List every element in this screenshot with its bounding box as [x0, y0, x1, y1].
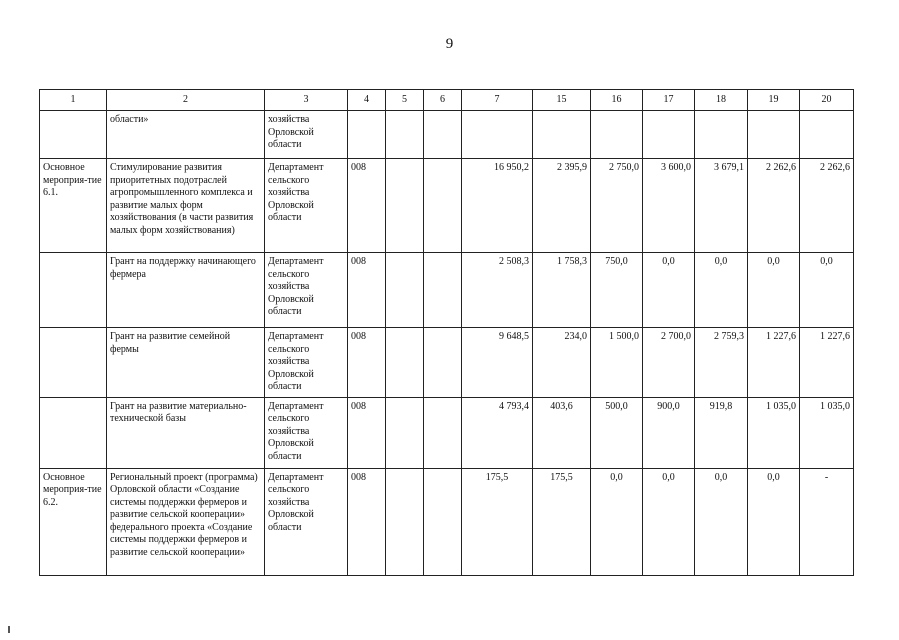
executor-cell: Департамент сельского хозяйства Орловской области	[265, 253, 348, 328]
page-number: 9	[445, 36, 454, 52]
table-row	[40, 328, 854, 398]
code-cell: 008	[348, 328, 386, 398]
name-cell: области»	[107, 111, 265, 159]
header-cell: 4	[348, 90, 386, 111]
measure-cell: Основное мероприя-тие 6.2.	[40, 468, 107, 575]
value-cell: 0,0	[591, 468, 643, 575]
header-row	[40, 90, 854, 111]
header-cell: 16	[591, 90, 643, 111]
value-cell: 2 262,6	[800, 159, 854, 253]
header-cell: 19	[748, 90, 800, 111]
table-row	[40, 468, 854, 575]
header-cell: 20	[800, 90, 854, 111]
value-cell: -	[800, 468, 854, 575]
value-cell: 1 035,0	[748, 397, 800, 468]
empty-cell	[424, 159, 462, 253]
value-cell: 0,0	[748, 253, 800, 328]
value-cell: 0,0	[695, 468, 748, 575]
value-cell: 2 700,0	[643, 328, 695, 398]
header-cell: 18	[695, 90, 748, 111]
header-cell: 15	[533, 90, 591, 111]
value-cell: 403,6	[533, 397, 591, 468]
empty-cell	[386, 253, 424, 328]
empty-cell	[424, 468, 462, 575]
header-cell: 7	[462, 90, 533, 111]
table-row	[40, 159, 854, 253]
header-cell: 2	[107, 90, 265, 111]
name-cell: Грант на развитие материально-технической базы	[107, 397, 265, 468]
value-cell: 175,5	[533, 468, 591, 575]
header-cell: 17	[643, 90, 695, 111]
empty-cell	[424, 111, 462, 159]
value-cell	[748, 111, 800, 159]
code-cell: 008	[348, 253, 386, 328]
name-cell: Региональный проект (программа) Орловской области «Создание системы поддержки фермеров и развитие сельской кооперации» федерального проекта «Создание системы поддержки фермеров и развитие сельской кооперации»	[107, 468, 265, 575]
value-cell: 0,0	[695, 253, 748, 328]
name-cell: Грант на поддержку начинающего фермера	[107, 253, 265, 328]
executor-cell: Департамент сельского хозяйства Орловской области	[265, 397, 348, 468]
value-cell: 750,0	[591, 253, 643, 328]
header-cell: 1	[40, 90, 107, 111]
value-cell	[643, 111, 695, 159]
value-cell: 1 227,6	[800, 328, 854, 398]
name-cell: Грант на развитие семейной фермы	[107, 328, 265, 398]
executor-cell: хозяйства Орловской области	[265, 111, 348, 159]
value-cell: 2 262,6	[748, 159, 800, 253]
empty-cell	[386, 111, 424, 159]
value-cell	[800, 111, 854, 159]
empty-cell	[424, 253, 462, 328]
scan-edge-mark	[8, 626, 10, 633]
value-cell: 0,0	[643, 253, 695, 328]
code-cell: 008	[348, 159, 386, 253]
code-cell	[348, 111, 386, 159]
header-cell: 5	[386, 90, 424, 111]
measure-cell	[40, 253, 107, 328]
value-cell: 175,5	[462, 468, 533, 575]
budget-table	[39, 89, 854, 576]
value-cell: 9 648,5	[462, 328, 533, 398]
table-row	[40, 111, 854, 159]
value-cell	[695, 111, 748, 159]
value-cell: 500,0	[591, 397, 643, 468]
code-cell: 008	[348, 397, 386, 468]
value-cell: 0,0	[643, 468, 695, 575]
empty-cell	[386, 468, 424, 575]
value-cell: 0,0	[800, 253, 854, 328]
value-cell: 3 600,0	[643, 159, 695, 253]
value-cell: 2 750,0	[591, 159, 643, 253]
value-cell: 919,8	[695, 397, 748, 468]
value-cell: 2 508,3	[462, 253, 533, 328]
value-cell: 16 950,2	[462, 159, 533, 253]
empty-cell	[424, 397, 462, 468]
measure-cell	[40, 111, 107, 159]
value-cell: 900,0	[643, 397, 695, 468]
value-cell: 234,0	[533, 328, 591, 398]
value-cell: 3 679,1	[695, 159, 748, 253]
measure-cell	[40, 328, 107, 398]
table-row	[40, 253, 854, 328]
value-cell	[462, 111, 533, 159]
empty-cell	[386, 328, 424, 398]
code-cell: 008	[348, 468, 386, 575]
value-cell: 1 227,6	[748, 328, 800, 398]
value-cell: 4 793,4	[462, 397, 533, 468]
value-cell	[591, 111, 643, 159]
value-cell: 2 395,9	[533, 159, 591, 253]
name-cell: Стимулирование развития приоритетных подотраслей агропромышленного комплекса и развитие малых форм хозяйствования (в части развития малых форм хозяйствования)	[107, 159, 265, 253]
table-row	[40, 397, 854, 468]
executor-cell: Департамент сельского хозяйства Орловской области	[265, 468, 348, 575]
value-cell: 0,0	[748, 468, 800, 575]
value-cell	[533, 111, 591, 159]
measure-cell	[40, 397, 107, 468]
value-cell: 2 759,3	[695, 328, 748, 398]
header-cell: 6	[424, 90, 462, 111]
empty-cell	[386, 397, 424, 468]
value-cell: 1 758,3	[533, 253, 591, 328]
value-cell: 1 035,0	[800, 397, 854, 468]
header-cell: 3	[265, 90, 348, 111]
empty-cell	[386, 159, 424, 253]
executor-cell: Департамент сельского хозяйства Орловской области	[265, 159, 348, 253]
executor-cell: Департамент сельского хозяйства Орловской области	[265, 328, 348, 398]
value-cell: 1 500,0	[591, 328, 643, 398]
empty-cell	[424, 328, 462, 398]
measure-cell: Основное мероприя-тие 6.1.	[40, 159, 107, 253]
